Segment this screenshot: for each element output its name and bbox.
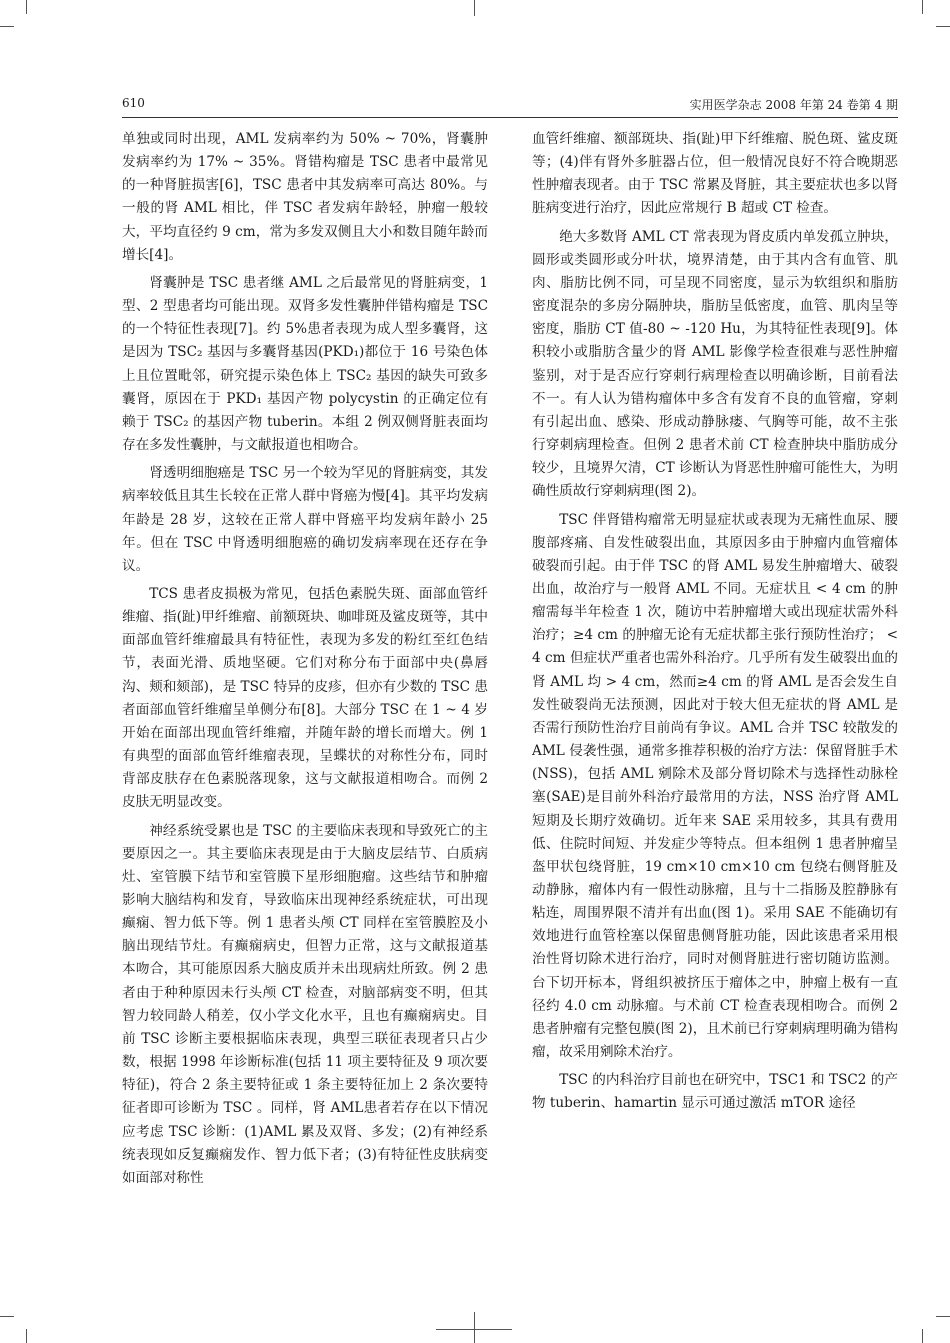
left-column [122,128,488,1190]
paragraph-medical-therapy: TSC 的内科治疗目前也在研究中，TSC1 和 TSC2 的产物 tuberin、hamartin 显示可通过激活 mTOR 途径 [532,1072,898,1112]
crop-mark-top-right-h [936,26,950,27]
paragraph-diagnosis-continued: 血管纤维瘤、额部斑块、指(趾)甲下纤维瘤、脱色斑、鲨皮斑等；(4)伴有肾外多脏器占位，但一般情况良好不符合晚期恶性肿瘤表现者。由于 TSC 常累及肾脏，其主要症状也多以肾脏病变进行治疗，因此应常规行 B 超或 CT 检查。 [532,131,898,217]
crop-mark-top-left-h [0,26,14,27]
page-number: 610 [122,96,145,110]
paragraph-treatment: TSC 伴肾错构瘤常无明显症状或表现为无痛性血尿、腰腹部疼痛、自发性破裂出血，其原因多由于肿瘤内血管瘤体破裂而引起。由于伴 TSC 的肾 AML 易发生肿瘤增大、破裂出血，故治疗与一般肾 AML 不同。无症状且 < 4 cm 的肿瘤需每半年检查 1 次，随访中若肿瘤增大或出现症状需外科治疗；≥4 cm 的肿瘤无论有无症状都主张行预防性治疗； < 4 cm 但症状严重者也需外科治疗。几乎所有发生破裂出血的肾 AML 均 > 4 cm，然而≥4 cm 的肾 AML 是否会发生自发性破裂尚无法预测，因此对于较大但无症状的肾 AML 是否需行预防性治疗目前尚有争议。AML 合并 TSC 较散发的 AML 侵袭性强，通常多推荐积极的治疗方法：保留肾脏手术(NSS)，包括 AML 剜除术及部分肾切除术与选择性动脉栓塞(SAE)是目前外科治疗最常用的方法，NSS 治疗肾 AML 短期及长期疗效确切。近年来 SAE 采用较多，其具有费用低、住院时间短、并发症少等特点。但本组例 1 患者肿瘤呈盔甲状包绕肾脏，19 cm×10 cm×10 cm 包绕右侧肾脏及动静脉，瘤体内有一假性动脉瘤，且与十二指肠及腔静脉有粘连，周围界限不清并有出血(图 1)。采用 SAE 不能确切有效地进行血管栓塞以保留患侧肾脏功能，因此该患者采用根治性肾切除术进行治疗，同时对侧肾脏进行密切随访监测。台下切开标本，肾组织被挤压于瘤体之中，肿瘤上极有一直径约 4.0 cm 动脉瘤。与术前 CT 检查表现相吻合。而例 2 患者肿瘤有完整包膜(图 2)，且术前已行穿刺病理明确为错构瘤，故采用剜除术治疗。 [532,511,898,1061]
crop-mark-top-right-v [922,0,923,14]
running-header [122,96,898,114]
crop-mark-bottom-left-h [0,1316,14,1317]
crop-mark-bottom-right-v [922,1329,923,1343]
paragraph-renal-cysts: 肾囊肿是 TSC 患者继 AML 之后最常见的肾脏病变，1 型、2 型患者均可能出现。双肾多发性囊肿伴错构瘤是 TSC 的一个特征性表现[7]。约 5%患者表现为成人型多囊肾，这是因为 TSC₂ 基因与多囊肾基因(PKD₁)都位于 16 号染色体上且位置毗邻，研究提示染色体上 TSC₂ 基因的缺失可致多囊肾，原因在于 PKD₁ 基因产物 polycystin 的正确定位有赖于 TSC₂ 的基因产物 tuberin。本组 2 例双侧肾脏表面均存在多发性囊肿，与文献报道也相吻合。 [122,274,488,454]
paragraph-skin-lesions: TCS 患者皮损极为常见，包括色素脱失斑、面部血管纤维瘤、指(趾)甲纤维瘤、前额斑块、咖啡斑及鲨皮斑等，其中面部血管纤维瘤最具有特征性，表现为多发的粉红至红色结节，表面光滑、质地坚硬。它们对称分布于面部中央(鼻唇沟、颊和颏部)，是 TSC 特异的皮疹，但亦有少数的 TSC 患者面部血管纤维瘤呈单侧分布[8]。大部分 TSC 在 1 ~ 4 岁开始在面部出现血管纤维瘤，并随年龄的增长而增大。例 1 有典型的面部血管纤维瘤表现，呈蝶状的对称性分布，同时背部皮肤存在色素脱落现象，这与文献报道相吻合。而例 2 皮肤无明显改变。 [122,585,488,811]
paragraph-aml-incidence: 单独或同时出现，AML 发病率约为 50% ~ 70%，肾囊肿发病率约为 17% ~ 35%。肾错构瘤是 TSC 患者中最常见的一种肾脏损害[6]，TSC 患者中其发病率可高达 80%。与一般的肾 AML 相比，伴 TSC 者发病年龄轻，肿瘤一般较大，平均直径约 9 cm，常为多发双侧且大小和数目随年龄而增长[4]。 [122,131,488,263]
paragraph-ct-findings: 绝大多数肾 AML CT 常表现为肾皮质内单发孤立肿块，圆形或类圆形或分叶状，境界清楚，由于其内含有血管、肌肉、脂肪比例不同，可呈现不同密度，显示为软组织和脂肪密度混杂的多房分隔肿块，脂肪呈低密度，血管、肌肉呈等密度，脂肪 CT 值-80 ~ -120 Hu，为其特征性表现[9]。体积较小或脂肪含量少的肾 AML 影像学检查很难与恶性肿瘤鉴别，对于是否应行穿刺行病理检查以明确诊断，目前看法不一。有人认为错构瘤体中多含有发育不良的血管瘤，穿刺有引起出血、感染、形成动静脉瘘、气胸等可能，故不主张行穿刺病理检查。但例 2 患者术前 CT 检查肿块中脂肪成分较少，且境界欠清，CT 诊断认为肾恶性肿瘤可能性大，为明确性质故行穿刺病理(图 2)。 [532,228,898,500]
crop-mark-bottom-center-v [474,1312,475,1343]
paragraph-clear-cell-carcinoma: 肾透明细胞癌是 TSC 另一个较为罕见的肾脏病变，其发病率较低且其生长较在正常人群中肾癌为慢[4]。其平均发病年龄是 28 岁，这较在正常人群中肾癌平均发病年龄小 25 年。但在 TSC 中肾透明细胞癌的确切发病率现在还存在争议。 [122,465,488,574]
crop-mark-top-left-v [26,0,27,14]
crop-mark-bottom-right-h [936,1316,950,1317]
crop-mark-bottom-left-v [26,1329,27,1343]
header-rule [122,117,898,118]
crop-mark-top-center-v [474,0,475,16]
right-column [532,128,898,1116]
paragraph-nervous-system: 神经系统受累也是 TSC 的主要临床表现和导致死亡的主要原因之一。其主要临床表现是由于大脑皮层结节、白质病灶、室管膜下结节和室管膜下星形细胞瘤。这些结节和肿瘤影响大脑结构和发育，导致临床出现神经系统症状，可出现癫痫、智力低下等。例 1 患者头颅 CT 同样在室管膜腔及小脑出现结节灶。有癫痫病史，但智力正常，这与文献报道基本吻合，其可能原因系大脑皮质并未出现病灶所致。例 2 患者由于种种原因未行头颅 CT 检查，对脑部病变不明，但其智力较同龄人稍差，仅小学文化水平，且也有癫痫病史。目前 TSC 诊断主要根据临床表现，典型三联征表现者只占少数，根据 1998 年诊断标准(包括 11 项主要特征及 9 项次要特征)，符合 2 条主要特征或 1 条主要特征加上 2 条次要特征者即可诊断为 TSC 。同样，肾 AML患者若存在以下情况应考虑 TSC 诊断：(1)AML 累及双肾、多发；(2)有神经系统表现如反复癫痫发作、智力低下者；(3)有特征性皮肤病变如面部对称性 [122,822,488,1186]
journal-citation: 实用医学杂志 2008 年第 24 卷第 4 期 [689,98,898,112]
